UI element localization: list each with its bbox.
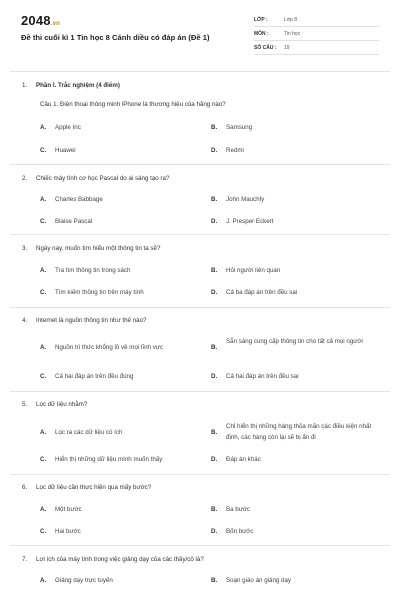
option-text: Đáp án khác — [226, 456, 261, 463]
option-text: Ba bước — [226, 506, 251, 513]
option-text: Hỏi người liên quan — [226, 267, 281, 274]
option-letter: B. — [211, 267, 218, 274]
question-number: 4. — [22, 317, 28, 324]
option-text: Cả hai đáp án trên đều đúng — [55, 373, 134, 380]
option-letter: A. — [40, 344, 47, 351]
option-text: Samsung — [226, 124, 253, 131]
question-text: Chiếc máy tính cơ học Pascal do ai sáng tạo ra? — [36, 175, 170, 182]
meta-row-subject — [254, 27, 379, 41]
option-letter: D. — [211, 373, 218, 380]
option-letter: A. — [40, 577, 47, 584]
logo-suffix: .vn — [50, 21, 61, 27]
option-text: Redmi — [226, 147, 244, 154]
option-letter: D. — [211, 218, 218, 225]
option-letter: C. — [40, 373, 47, 380]
divider — [10, 307, 390, 308]
question-text: Ngày nay, muốn tìm hiểu một thông tin ta sẽ? — [36, 245, 161, 252]
option-letter: B. — [211, 506, 218, 513]
option-letter: A. — [40, 429, 47, 436]
option-letter: C. — [40, 528, 47, 535]
option-letter: A. — [40, 267, 47, 274]
option-text: Chỉ hiển thị những hàng thỏa mãn các điều kiện nhất định, các hàng còn lại sẽ bị ẩn đi — [226, 423, 372, 441]
meta-value: Lớp 8 — [284, 17, 298, 23]
option-letter: A. — [40, 124, 47, 131]
meta-key: SỐ CÂU : — [254, 45, 277, 51]
divider — [10, 391, 390, 392]
divider — [10, 234, 390, 235]
meta-value: Tin học — [284, 31, 301, 37]
question-subtext: Câu 1. Điện thoại thông minh iPhone là thương hiệu của hãng nào? — [40, 101, 226, 108]
logo-main: 2048 — [21, 13, 51, 28]
option-text: Cả hai đáp án trên đều sai — [226, 373, 299, 380]
option-text: Hiển thị những dữ liệu mình muốn thấy — [55, 456, 163, 463]
option-letter: D. — [211, 147, 218, 154]
option-text: Apple Inc — [55, 124, 81, 131]
option-text: J. Presper Eckert — [226, 218, 274, 225]
question-number: 1. — [22, 82, 28, 89]
option-text: Charles Babbage — [55, 196, 103, 203]
question-text: Lọc dữ liệu nhằm? — [36, 401, 88, 408]
question-text: Phần I. Trắc nghiệm (4 điểm) — [36, 82, 120, 89]
option-letter: B. — [211, 429, 218, 436]
option-text: Một bước — [55, 506, 82, 513]
option-letter: A. — [40, 506, 47, 513]
meta-key: MÔN : — [254, 31, 269, 37]
option-text: John Mauchly — [226, 196, 265, 203]
site-logo[interactable] — [21, 13, 60, 28]
option-text: Cả ba đáp án trên đều sai — [226, 289, 298, 296]
option-text: Hai bước — [55, 528, 81, 535]
question-number: 7. — [22, 556, 28, 563]
option-letter: B. — [211, 344, 218, 351]
option-letter: B. — [211, 577, 218, 584]
divider — [10, 545, 390, 546]
option-letter: A. — [40, 196, 47, 203]
option-text: Nguồn tri thức khổng lồ về mọi lĩnh vực — [55, 344, 164, 351]
question-number: 6. — [22, 484, 28, 491]
meta-value: 19 — [284, 45, 290, 51]
option-text: Bốn bước — [226, 528, 254, 535]
option-text: Giảng dạy trực tuyến — [55, 577, 113, 584]
question-text: Lọc dữ liệu cần thực hiện qua mấy bước? — [36, 484, 152, 491]
option-text: Huawei — [55, 147, 76, 154]
divider — [10, 71, 390, 72]
meta-row-question-count — [254, 41, 379, 55]
question-number: 3. — [22, 245, 28, 252]
option-letter: D. — [211, 456, 218, 463]
question-number: 2. — [22, 175, 28, 182]
meta-row-class — [254, 13, 379, 27]
option-text: Lọc ra các dữ liệu có ích — [55, 429, 123, 436]
question-number: 5. — [22, 401, 28, 408]
option-text: Sẵn sàng cung cấp thông tin cho tất cả mọi người — [226, 338, 363, 345]
option-letter: C. — [40, 289, 47, 296]
option-text: Soạn giáo án giảng dạy — [226, 577, 292, 584]
option-letter: C. — [40, 456, 47, 463]
option-letter: B. — [211, 196, 218, 203]
divider — [10, 164, 390, 165]
question-text: Lợi ích của máy tính trong việc giảng dạy của các thầy/cô là? — [36, 556, 204, 563]
option-letter: D. — [211, 289, 218, 296]
option-text: Tra tìm thông tin trong sách — [55, 267, 131, 274]
question-text: Internet là nguồn thông tin như thế nào? — [36, 317, 147, 324]
option-letter: D. — [211, 528, 218, 535]
option-text: Blaise Pascal — [55, 218, 93, 225]
option-letter: C. — [40, 218, 47, 225]
option-text: Tìm kiếm thông tin trên máy tính — [55, 289, 144, 296]
option-letter: B. — [211, 124, 218, 131]
divider — [10, 474, 390, 475]
page-header — [0, 0, 400, 64]
option-letter: C. — [40, 147, 47, 154]
meta-key: LỚP : — [254, 17, 268, 23]
page-title: Đề thi cuối kì 1 Tin học 8 Cánh diều có đáp án (Đề 1) — [21, 33, 210, 42]
